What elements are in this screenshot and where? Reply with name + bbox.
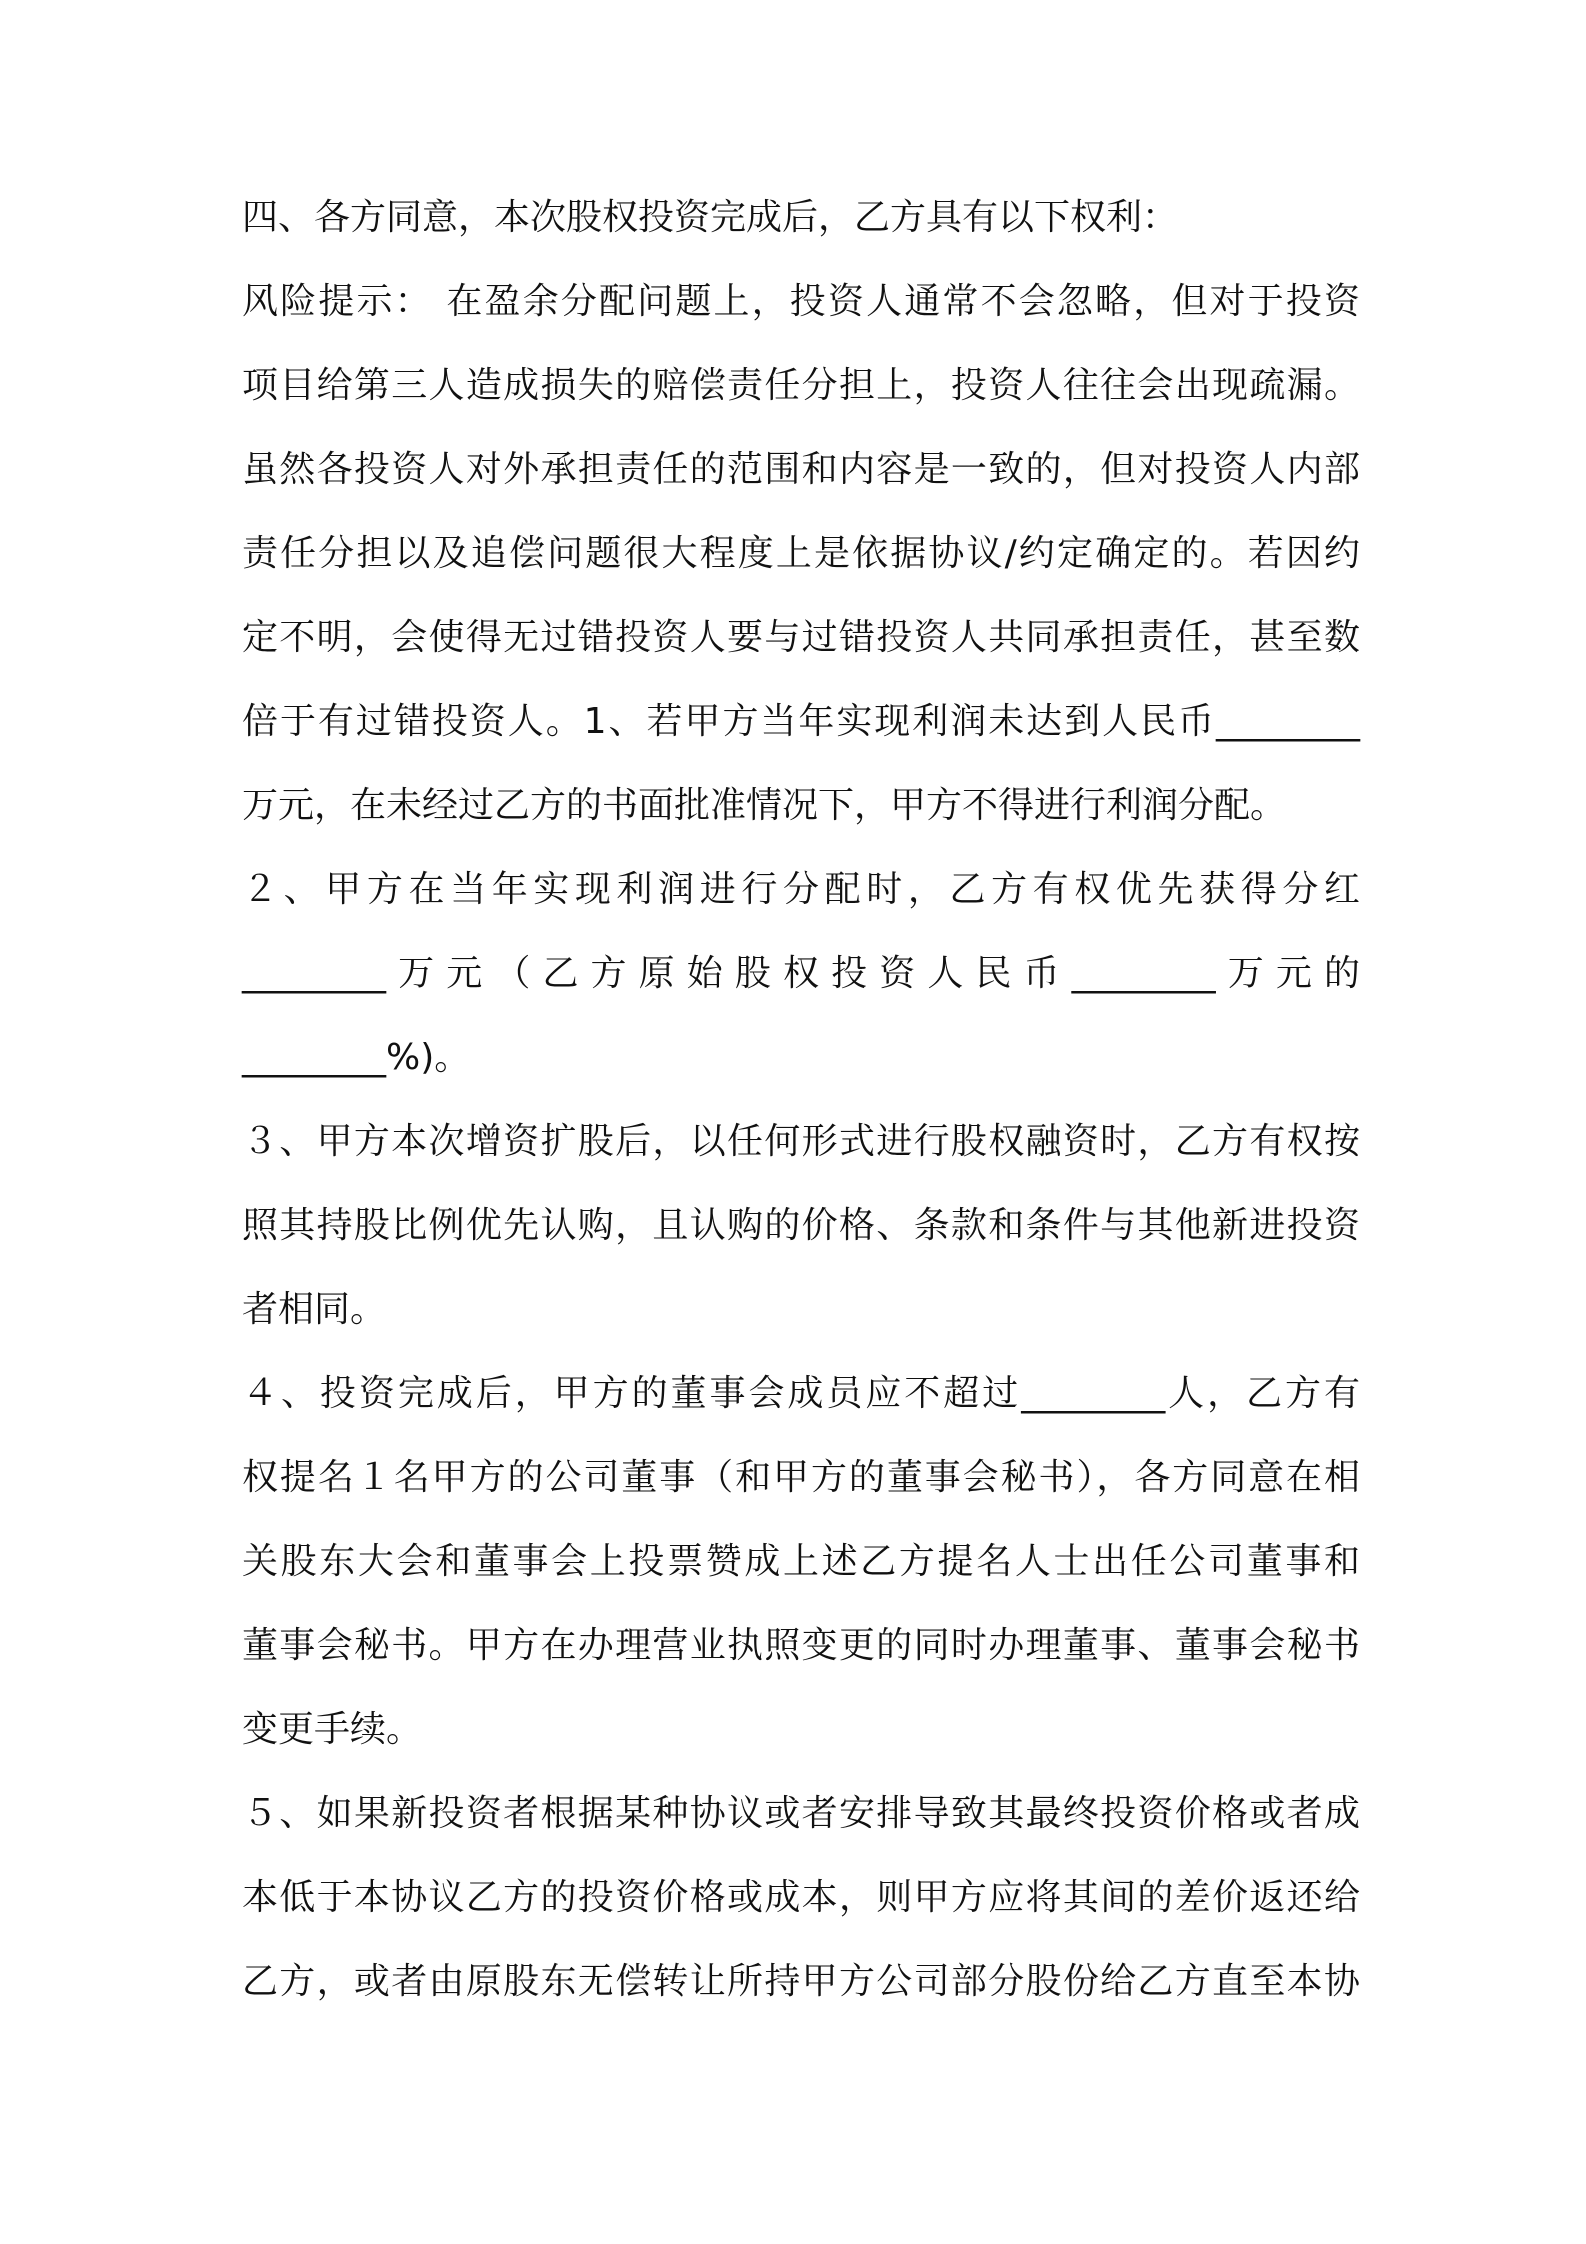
text-line: ________%)。: [242, 1037, 471, 1078]
text-line: 虽然各投资人对外承担责任的范围和内容是一致的，但对投资人内部: [242, 449, 1360, 490]
text-line: ２、甲方在当年实现利润进行分配时，乙方有权优先获得分红: [242, 869, 1360, 910]
text-line: 权提名１名甲方的公司董事（和甲方的董事会秘书），各方同意在相: [242, 1457, 1360, 1498]
text-line: 项目给第三人造成损失的赔偿责任分担上，投资人往往会出现疏漏。: [242, 365, 1360, 406]
text-line: 风险提示： 在盈余分配问题上，投资人通常不会忽略，但对于投资: [242, 281, 1360, 322]
text-line: 定不明，会使得无过错投资人要与过错投资人共同承担责任，甚至数: [242, 617, 1360, 658]
text-line: 四、各方同意，本次股权投资完成后，乙方具有以下权利：: [242, 197, 1179, 238]
text-line: ４、投资完成后，甲方的董事会成员应不超过________人，乙方有: [242, 1373, 1360, 1414]
text-line: 乙方，或者由原股东无偿转让所持甲方公司部分股份给乙方直至本协: [242, 1961, 1360, 2002]
text-line: 变更手续。: [242, 1709, 423, 1750]
text-line: 本低于本协议乙方的投资价格或成本，则甲方应将其间的差价返还给: [242, 1877, 1360, 1918]
text-line: 万元，在未经过乙方的书面批准情况下，甲方不得进行利润分配。: [242, 785, 1287, 826]
text-line: 倍于有过错投资人。1、若甲方当年实现利润未达到人民币________: [242, 701, 1360, 742]
text-line: 照其持股比例优先认购，且认购的价格、条款和条件与其他新进投资: [242, 1205, 1360, 1246]
text-line: 责任分担以及追偿问题很大程度上是依据协议/约定确定的。若因约: [242, 533, 1360, 574]
text-line: ３、甲方本次增资扩股后，以任何形式进行股权融资时，乙方有权按: [242, 1121, 1360, 1162]
text-line: 者相同。: [242, 1289, 387, 1330]
text-line: ５、如果新投资者根据某种协议或者安排导致其最终投资价格或者成: [242, 1793, 1360, 1834]
text-line: 关股东大会和董事会上投票赞成上述乙方提名人士出任公司董事和: [242, 1541, 1360, 1582]
text-line: ________万元（乙方原始股权投资人民币________万元的: [242, 953, 1360, 994]
text-line: 董事会秘书。甲方在办理营业执照变更的同时办理董事、董事会秘书: [242, 1625, 1360, 1666]
